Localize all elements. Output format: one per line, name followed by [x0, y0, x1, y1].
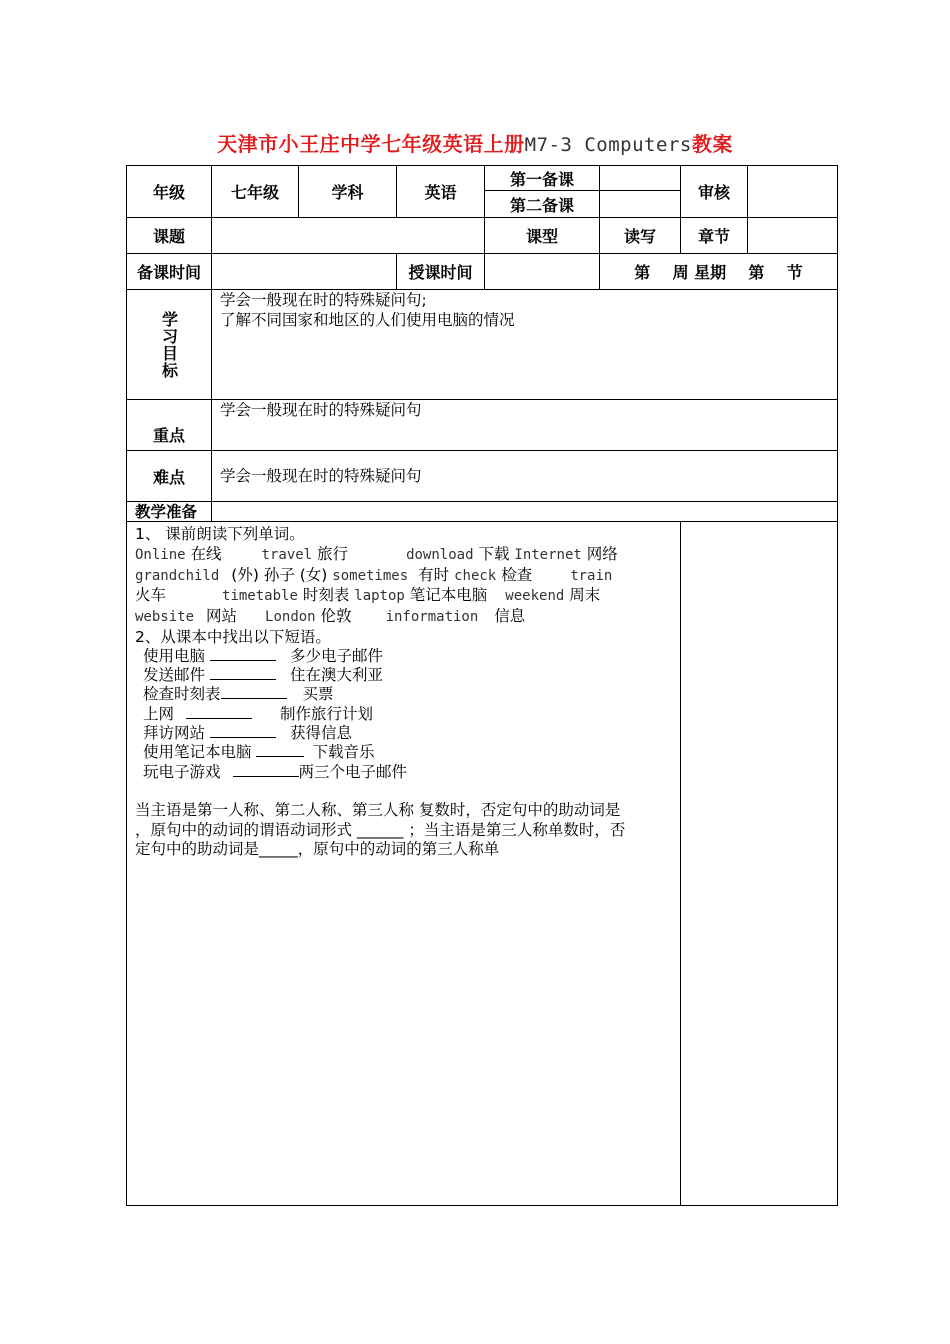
topic-label: 课题 — [152, 227, 185, 246]
week-schedule: 第 周 星期 第 节 — [634, 263, 803, 282]
key-point-label: 重点 — [152, 425, 185, 445]
vocab-row: Online 在线 travel 旅行 download 下载 Internet 网络 — [135, 545, 618, 563]
prep-label: 教学准备 — [135, 503, 198, 521]
phrase-row: 检查时刻表 买票 — [143, 685, 334, 703]
lesson-type-label: 课型 — [525, 227, 558, 246]
task-2-heading: 2、从课本中找出以下短语。 — [135, 628, 331, 646]
phrase-row: 使用电脑 多少电子邮件 — [143, 647, 383, 665]
title-suffix: 教案 — [691, 132, 733, 156]
grammar-line-1: 当主语是第一人称、第二人称、第三人称 复数时，否定句中的助动词是 — [135, 801, 621, 819]
vocab-row: grandchild (外) 孙子 (女) sometimes 有时 check 检查 train — [135, 566, 613, 584]
phrase-row: 拜访网站 获得信息 — [143, 724, 352, 742]
review-label: 审核 — [697, 183, 730, 202]
goals-label: 学习目标 — [159, 310, 179, 379]
vocab-row: 火车 timetable 时刻表 laptop 笔记本电脑 weekend 周末 — [135, 586, 601, 604]
page-title — [0, 128, 950, 157]
task-1-heading: 1、 课前朗读下列单词。 — [135, 525, 305, 543]
title-code: M7-3 Computers — [524, 134, 692, 156]
difficulty-label: 难点 — [152, 467, 185, 487]
grade-label: 年级 — [152, 183, 185, 202]
phrase-row: 使用笔记本电脑 下载音乐 — [143, 743, 375, 761]
phrase-row: 发送邮件 住在澳大利亚 — [143, 666, 383, 684]
subject-value: 英语 — [424, 183, 457, 202]
phrase-row: 上网 制作旅行计划 — [143, 705, 374, 723]
phrase-row: 玩电子游戏 两三个电子邮件 — [143, 763, 408, 781]
vocab-row: website 网站 London 伦敦 information 信息 — [135, 607, 526, 625]
goal-line-1: 学会一般现在时的特殊疑问句; — [220, 291, 427, 309]
chapter-label: 章节 — [697, 227, 730, 246]
lesson-type-value: 读写 — [623, 227, 656, 246]
teach-time-label: 授课时间 — [408, 263, 473, 282]
prep-time-label: 备课时间 — [136, 263, 201, 282]
subject-label: 学科 — [331, 183, 364, 202]
grammar-line-3: 定句中的助动词是_____，原句中的动词的第三人称单 — [135, 840, 500, 858]
title-prefix: 天津市小王庄中学七年级英语上册 — [217, 132, 525, 156]
goal-line-2: 了解不同国家和地区的人们使用电脑的情况 — [220, 311, 515, 329]
grammar-line-2: ，原句中的动词的谓语动词形式 ______ ；当主语是第三人称单数时，否 — [135, 821, 626, 839]
key-point-text: 学会一般现在时的特殊疑问句 — [220, 401, 422, 419]
grade-value: 七年级 — [230, 183, 279, 202]
second-prep-label: 第二备课 — [509, 195, 574, 215]
difficulty-text: 学会一般现在时的特殊疑问句 — [220, 467, 422, 485]
first-prep-label: 第一备课 — [509, 169, 574, 189]
goals-label-cell — [127, 290, 211, 399]
